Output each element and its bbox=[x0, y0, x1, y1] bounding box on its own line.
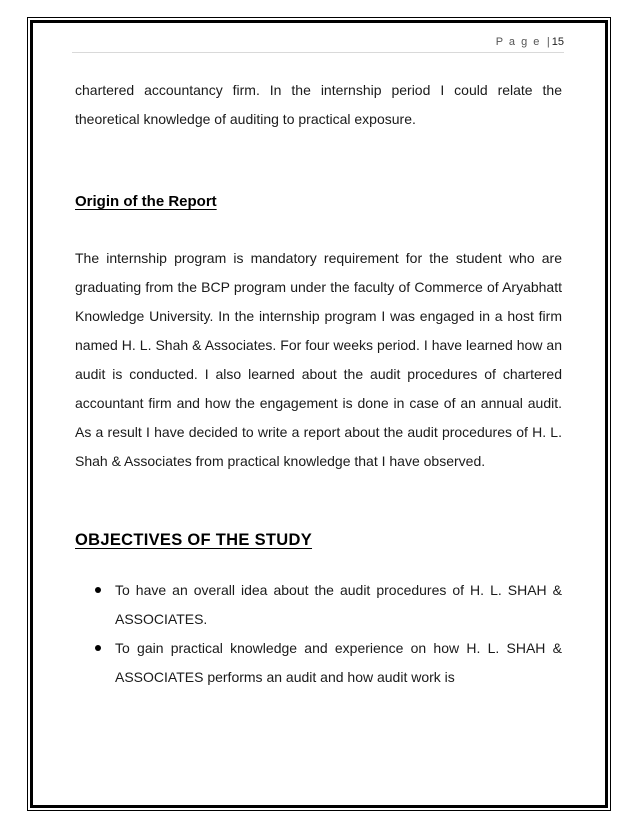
list-item bbox=[75, 634, 562, 692]
intro-paragraph: chartered accountancy firm. In the internship period I could relate the theoretical knowledge of auditing to practical exposure. bbox=[75, 82, 562, 127]
page-number-label bbox=[496, 36, 564, 48]
page-label: P a g e bbox=[495, 36, 541, 48]
page-content bbox=[75, 76, 562, 692]
page-number: 15 bbox=[551, 36, 564, 48]
list-item-text: To have an overall idea about the audit procedures of H. L. SHAH & ASSOCIATES. bbox=[115, 582, 562, 627]
section-heading-objectives: OBJECTIVES OF THE STUDY bbox=[75, 531, 313, 549]
bullet-icon bbox=[95, 587, 101, 593]
list-item-text: To gain practical knowledge and experience on how H. L. SHAH & ASSOCIATES performs an audit and how audit work is bbox=[115, 640, 562, 685]
page-separator: | bbox=[546, 36, 550, 48]
list-item bbox=[75, 576, 562, 634]
objectives-list bbox=[75, 576, 562, 692]
section-heading-origin: Origin of the Report bbox=[75, 193, 217, 210]
page-header bbox=[72, 30, 564, 53]
origin-paragraph: The internship program is mandatory requirement for the student who are graduating from the BCP program under the faculty of Commerce of Aryabhatt Knowledge University. In the internship program I was engaged in a host firm named H. L. Shah & Associates. For four weeks period. I have learned how an audit is conducted. I also learned about the audit procedures of chartered accountant firm and how the engagement is done in case of an annual audit. As a result I have decided to write a report about the audit procedures of H. L. Shah & Associates from practical knowledge that I have observed. bbox=[75, 250, 562, 469]
bullet-icon bbox=[95, 645, 101, 651]
